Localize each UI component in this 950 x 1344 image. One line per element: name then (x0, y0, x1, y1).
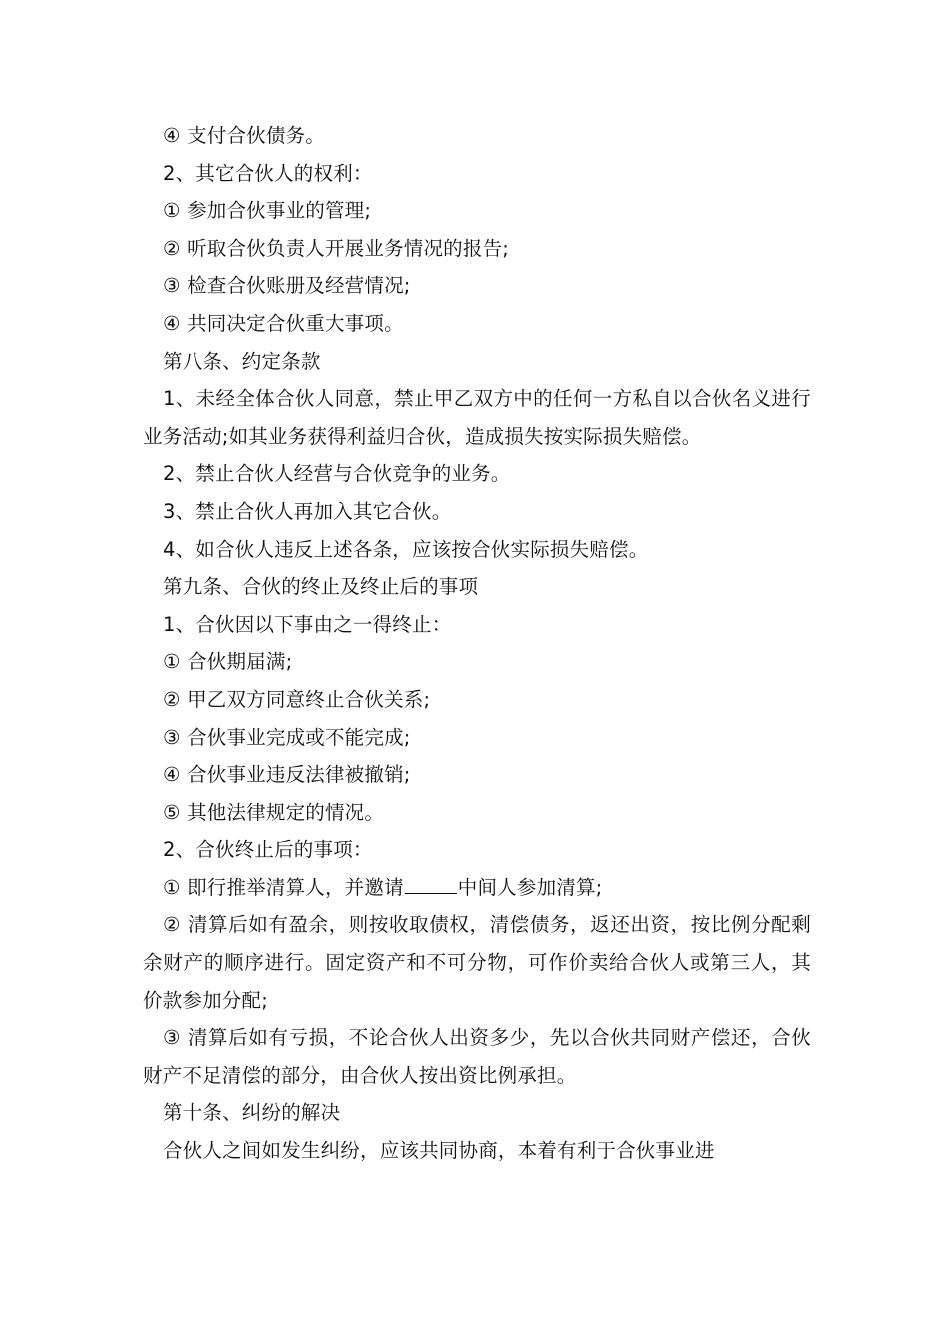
paragraph: ③ 检查合伙账册及经营情况; (163, 274, 411, 298)
paragraph: 2、禁止合伙人经营与合伙竞争的业务。 (163, 462, 511, 486)
paragraph: ① 合伙期届满; (163, 650, 293, 674)
paragraph: 2、合伙终止后的事项： (163, 838, 373, 862)
paragraph: ④ 支付合伙债务。 (163, 124, 325, 147)
paragraph: 4、如合伙人违反上述各条，应该按合伙实际损失赔偿。 (163, 537, 649, 561)
paragraph: ③ 合伙事业完成或不能完成; (163, 725, 411, 749)
paragraph: 合伙人之间如发生纠纷，应该共同协商，本着有利于合伙事业进 (163, 1139, 715, 1163)
paragraph-with-blank (143, 869, 811, 907)
paragraph: 1、未经全体合伙人同意，禁止甲乙双方中的任何一方私自以合伙名义进行业务活动;如其业务获得利益归合伙，造成损失按实际损失赔偿。 (143, 387, 811, 448)
paragraph: ② 听取合伙负责人开展业务情况的报告; (163, 236, 510, 260)
paragraph: ① 参加合伙事业的管理; (163, 199, 372, 223)
document-body (143, 117, 811, 1170)
section-heading-article-10: 第十条、纠纷的解决 (163, 1101, 341, 1125)
paragraph: ② 清算后如有盈余，则按收取债权，清偿债务，返还出资，按比例分配剩余财产的顺序进行。固定资产和不可分物，可作价卖给合伙人或第三人，其价款参加分配; (143, 913, 811, 1012)
paragraph: ② 甲乙双方同意终止合伙关系; (163, 687, 431, 711)
paragraph: ③ 清算后如有亏损，不论合伙人出资多少，先以合伙共同财产偿还，合伙财产不足清偿的部分，由合伙人按出资比例承担。 (143, 1026, 811, 1087)
paragraph-text-before-blank: ① 即行推举清算人，并邀请 (163, 875, 404, 899)
paragraph: ⑤ 其他法律规定的情况。 (163, 800, 385, 824)
paragraph: ④ 合伙事业违反法律被撤销; (163, 763, 411, 787)
paragraph: 1、合伙因以下事由之一得终止： (163, 612, 452, 636)
paragraph: ④ 共同决定合伙重大事项。 (163, 311, 404, 335)
section-heading-article-8: 第八条、约定条款 (163, 349, 321, 373)
paragraph: 3、禁止合伙人再加入其它合伙。 (163, 499, 452, 523)
paragraph-text-after-blank: 中间人参加清算; (457, 875, 603, 899)
section-heading-article-9: 第九条、合伙的终止及终止后的事项 (163, 575, 479, 599)
fill-in-blank-line (405, 873, 457, 894)
paragraph: 2、其它合伙人的权利： (163, 161, 373, 185)
